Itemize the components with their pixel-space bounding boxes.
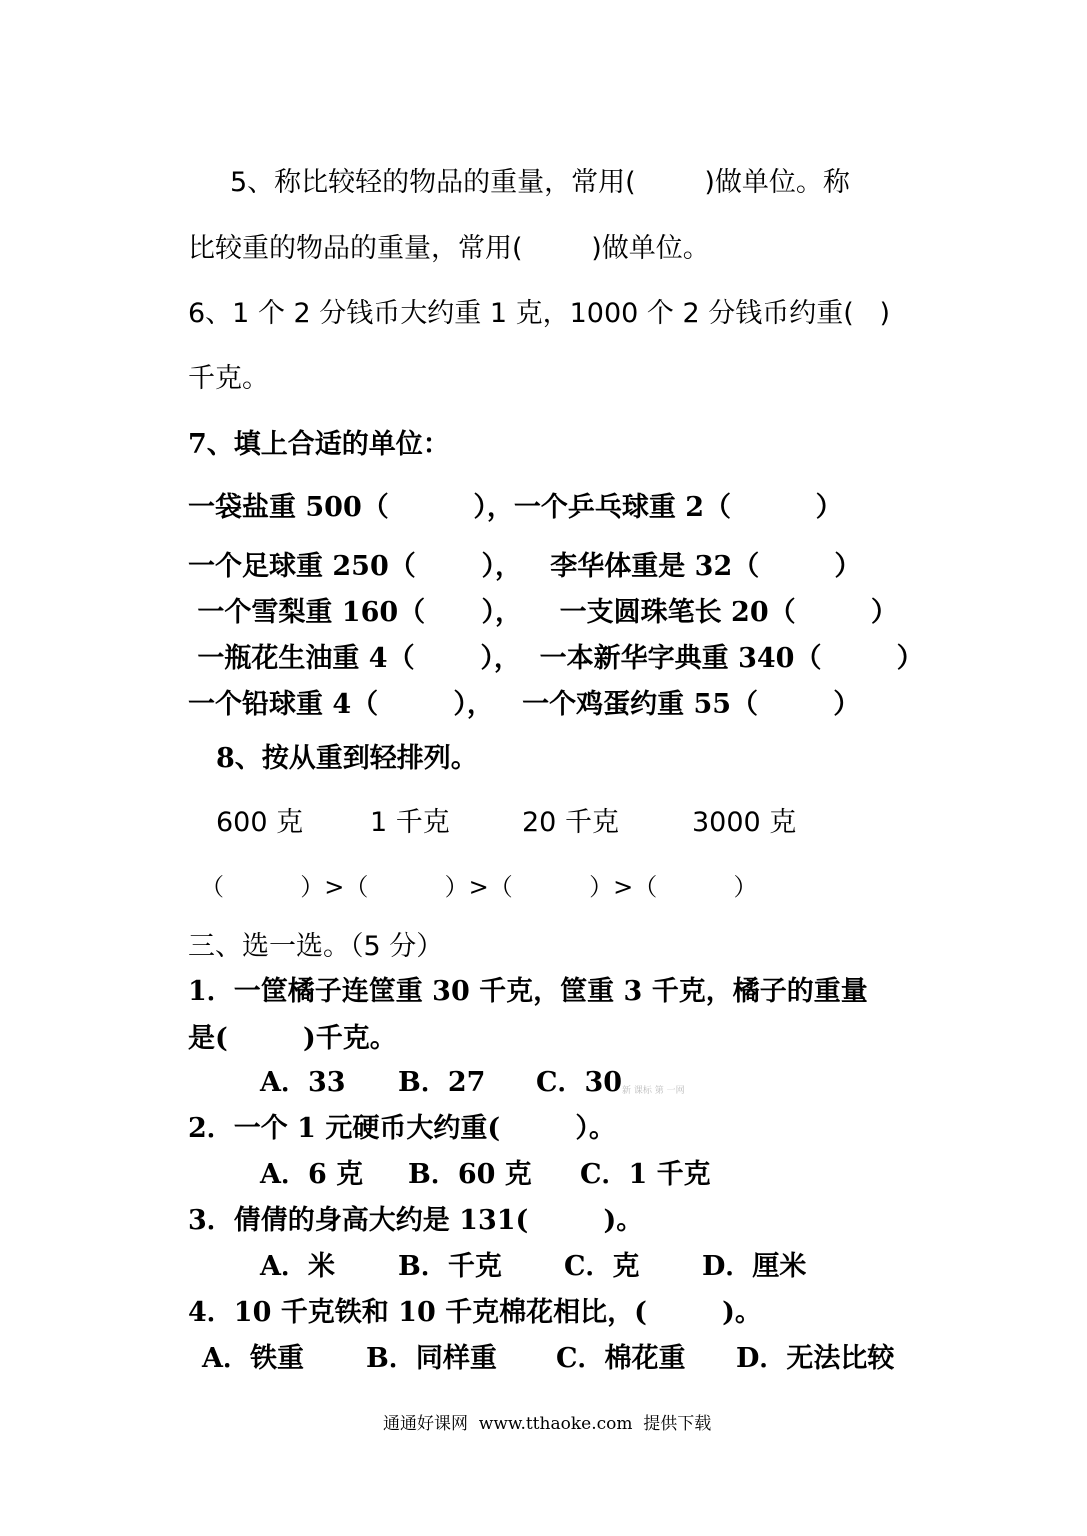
s3-q3-line1: 3．倩倩的身高大约是 131( )。	[188, 1205, 644, 1236]
q8-item-3: 20 千克	[522, 807, 619, 838]
q8-order-line: （ ）>（ ）>（ ）>（ ）	[200, 873, 758, 901]
s3-q2-option-b: B．60 克	[408, 1159, 532, 1190]
q6-line1: 6、1 个 2 分钱币大约重 1 克，1000 个 2 分钱币约重( )	[188, 298, 891, 329]
footer-text: 通通好课网 www.tthaoke.com 提供下载	[383, 1414, 712, 1434]
q5-line2: 比较重的物品的重量，常用( )做单位。	[188, 233, 710, 264]
q8-item-1: 600 克	[216, 807, 304, 838]
q7-row-3: 一个雪梨重 160（ ）， 一支圆珠笔长 20（ ）	[188, 597, 898, 628]
s3-q3-option-d: D．厘米	[702, 1251, 807, 1282]
s3-q2-option-c: C．1 千克	[580, 1159, 711, 1190]
q7-row-2: 一个足球重 250（ ）， 李华体重是 32（ ）	[188, 551, 862, 582]
s3-q1-option-c: C．30	[536, 1067, 623, 1098]
s3-q4-option-c: C．棉花重	[556, 1343, 686, 1374]
q7-row-1: 一袋盐重 500（ ），一个乒乓球重 2（ ）	[188, 492, 843, 523]
q8-title: 8、按从重到轻排列。	[216, 743, 478, 774]
q6-line2: 千克。	[188, 363, 269, 394]
s3-q3-option-c: C．克	[564, 1251, 640, 1282]
s3-q3-option-b: B．千克	[398, 1251, 502, 1282]
s3-q4-option-b: B．同样重	[366, 1343, 497, 1374]
q7-row-5: 一个铅球重 4（ ）， 一个鸡蛋约重 55（ ）	[188, 689, 861, 720]
q8-item-4: 3000 克	[692, 807, 797, 838]
s3-q1-line1: 1．一筐橘子连筐重 30 千克，筐重 3 千克，橘子的重量	[188, 976, 868, 1007]
watermark-text: 新 课标 第 一网	[622, 1086, 685, 1096]
section3-title: 三、选一选。（5 分）	[188, 931, 444, 962]
q5-line1: 5、称比较轻的物品的重量，常用( )做单位。称	[230, 167, 850, 198]
s3-q3-option-a: A．米	[260, 1251, 335, 1282]
s3-q4-option-d: D．无法比较	[736, 1343, 895, 1374]
s3-q1-option-b: B．27	[398, 1067, 486, 1098]
s3-q4-line1: 4．10 千克铁和 10 千克棉花相比，( )。	[188, 1297, 762, 1328]
q7-row-4: 一瓶花生油重 4（ ）， 一本新华字典重 340（ ）	[188, 643, 924, 674]
s3-q4-option-a: A．铁重	[202, 1343, 304, 1374]
s3-q1-line2: 是( )千克。	[188, 1023, 397, 1054]
s3-q1-option-a: A．33	[260, 1067, 346, 1098]
q7-title: 7、填上合适的单位：	[188, 429, 450, 460]
q8-item-2: 1 千克	[370, 807, 450, 838]
s3-q2-option-a: A．6 克	[260, 1159, 364, 1190]
s3-q2-line1: 2．一个 1 元硬币大约重( ）。	[188, 1113, 616, 1144]
